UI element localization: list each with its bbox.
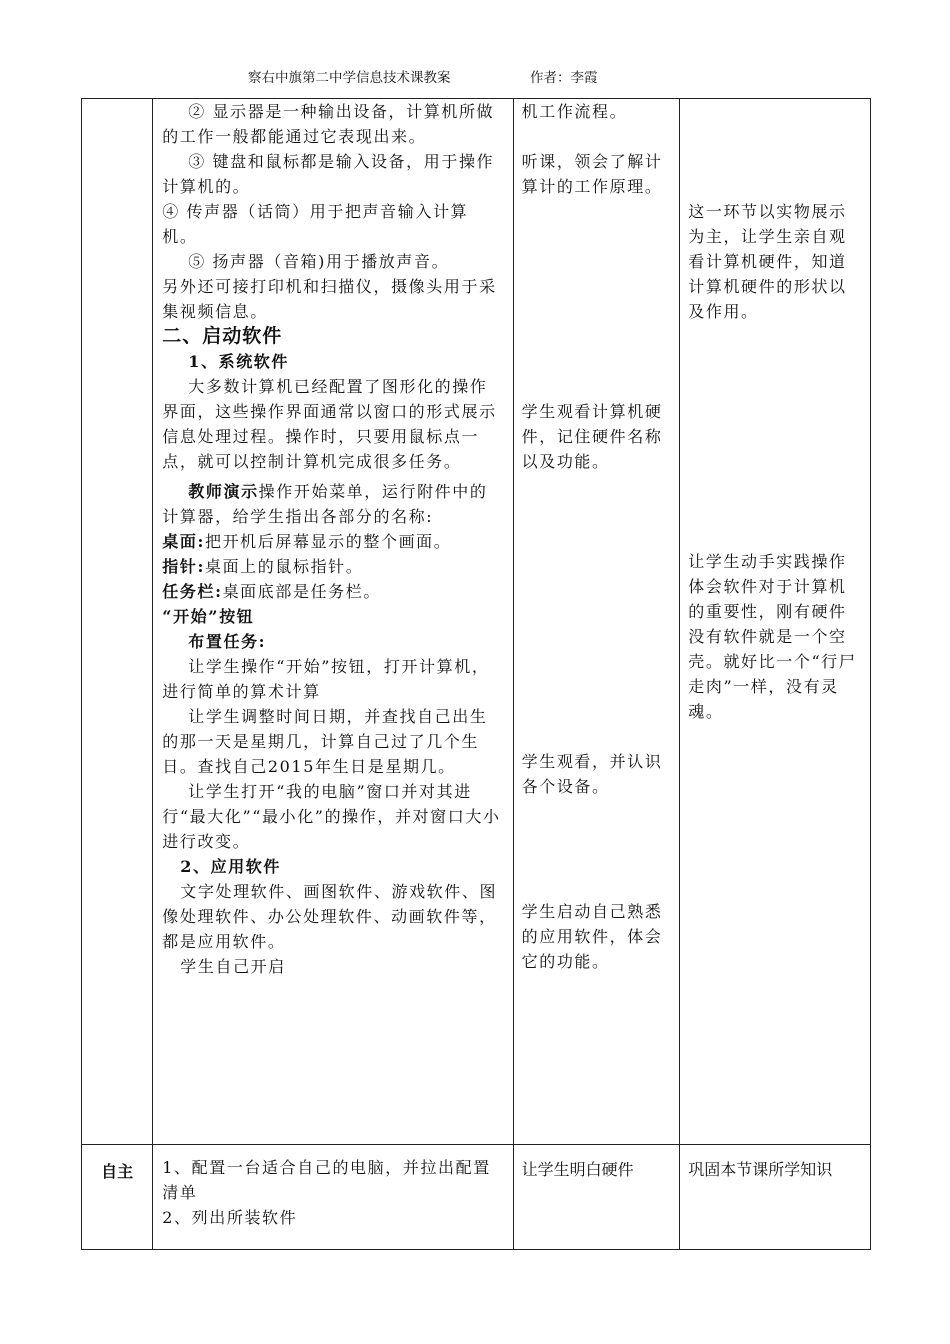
subsection-heading: 1、系统软件 <box>188 352 289 371</box>
teacher-activity-cell <box>153 99 513 1145</box>
teacher-activity-cell <box>153 1145 513 1250</box>
term: 桌面: <box>162 532 205 551</box>
term-line: “开始”按钮 <box>162 607 255 626</box>
task-heading: 布置任务: <box>188 632 267 651</box>
stage-label: 自主 <box>82 1145 153 1250</box>
subsection-heading: 2、应用软件 <box>180 857 281 876</box>
author-label: 作者：李霞 <box>530 70 598 86</box>
text-line: 大多数计算机已经配置了图形化的操作界面，这些操作界面通常以窗口的形式展示信息处理过程。操作时，只要用鼠标点一点，就可以控制计算机完成很多任务。 <box>162 377 497 471</box>
text-line: 让学生动手实践操作体会软件对于计算机的重要性，刚有硬件没有软件就是一个空壳。就好比一个“行尸走肉”一样，没有灵魂。 <box>688 552 857 721</box>
term-line: 指针:桌面上的鼠标指针。 <box>162 557 364 576</box>
student-activity-cell <box>513 99 680 1145</box>
term: 任务栏: <box>162 582 223 601</box>
text-line: ④ 传声器（话筒）用于把声音输入计算机。 <box>162 202 469 246</box>
text-line: 学生观看，并认识各个设备。 <box>521 752 663 796</box>
term: 指针: <box>162 557 205 576</box>
text-line: ⑤ 扬声器（音箱)用于播放声音。 <box>188 252 450 271</box>
text-line: ③ 键盘和鼠标都是输入设备，用于操作计算机的。 <box>162 152 495 196</box>
text-line: 学生观看计算机硬件，记住硬件名称以及功能。 <box>521 402 663 471</box>
text-line: 让学生调整时间日期，并查找自己出生的那一天是星期几，计算自己过了几个生日。查找自己2015年生日是星期几。 <box>162 707 488 776</box>
table-row <box>82 1145 871 1250</box>
term-line: 桌面:把开机后屏幕显示的整个画面。 <box>162 532 452 551</box>
table-row <box>82 99 871 1145</box>
text-line: 听课，领会了解计算计的工作原理。 <box>521 152 663 196</box>
text-line: 文字处理软件、画图软件、游戏软件、图像处理软件、办公处理软件、动画软件等，都是应用软件。 <box>162 882 498 951</box>
text-line: 2、列出所装软件 <box>162 1208 298 1227</box>
text-line: 1、配置一台适合自己的电脑，并拉出配置清单 <box>162 1158 491 1202</box>
text-line: 让学生打开“我的电脑”窗口并对其进行“最大化”“最小化”的操作，并对窗口大小进行改变。 <box>162 782 501 851</box>
stage-cell <box>82 99 153 1145</box>
text-line: 学生自己开启 <box>180 957 286 976</box>
text-line: 这一环节以实物展示为主，让学生亲自观看计算机硬件，知道计算机硬件的形状以及作用。 <box>688 202 847 321</box>
text-line: 另外还可接打印机和扫描仪，摄像头用于采集视频信息。 <box>162 277 497 321</box>
lesson-plan-table <box>81 98 871 1250</box>
design-intent-cell: 巩固本节课所学知识 <box>680 1145 871 1250</box>
design-intent-cell <box>680 99 871 1145</box>
text-line: 让学生操作“开始”按钮，打开计算机，进行简单的算术计算 <box>162 657 490 701</box>
text-line: ② 显示器是一种输出设备，计算机所做的工作一般都能通过它表现出来。 <box>162 102 495 146</box>
school-title: 察右中旗第二中学信息技术课教案 <box>248 70 451 86</box>
text-line: 学生启动自己熟悉的应用软件，体会它的功能。 <box>521 902 663 971</box>
text-line: 机工作流程。 <box>521 102 628 121</box>
text-line: 教师演示操作开始菜单，运行附件中的计算器，给学生指出各部分的名称: <box>162 482 488 526</box>
page-header <box>0 66 950 86</box>
student-activity-cell: 让学生明白硬件 <box>513 1145 680 1250</box>
term-line: 任务栏:桌面底部是任务栏。 <box>162 582 381 601</box>
section-heading: 二、启动软件 <box>162 325 283 347</box>
emphasis: 教师演示 <box>188 482 259 501</box>
